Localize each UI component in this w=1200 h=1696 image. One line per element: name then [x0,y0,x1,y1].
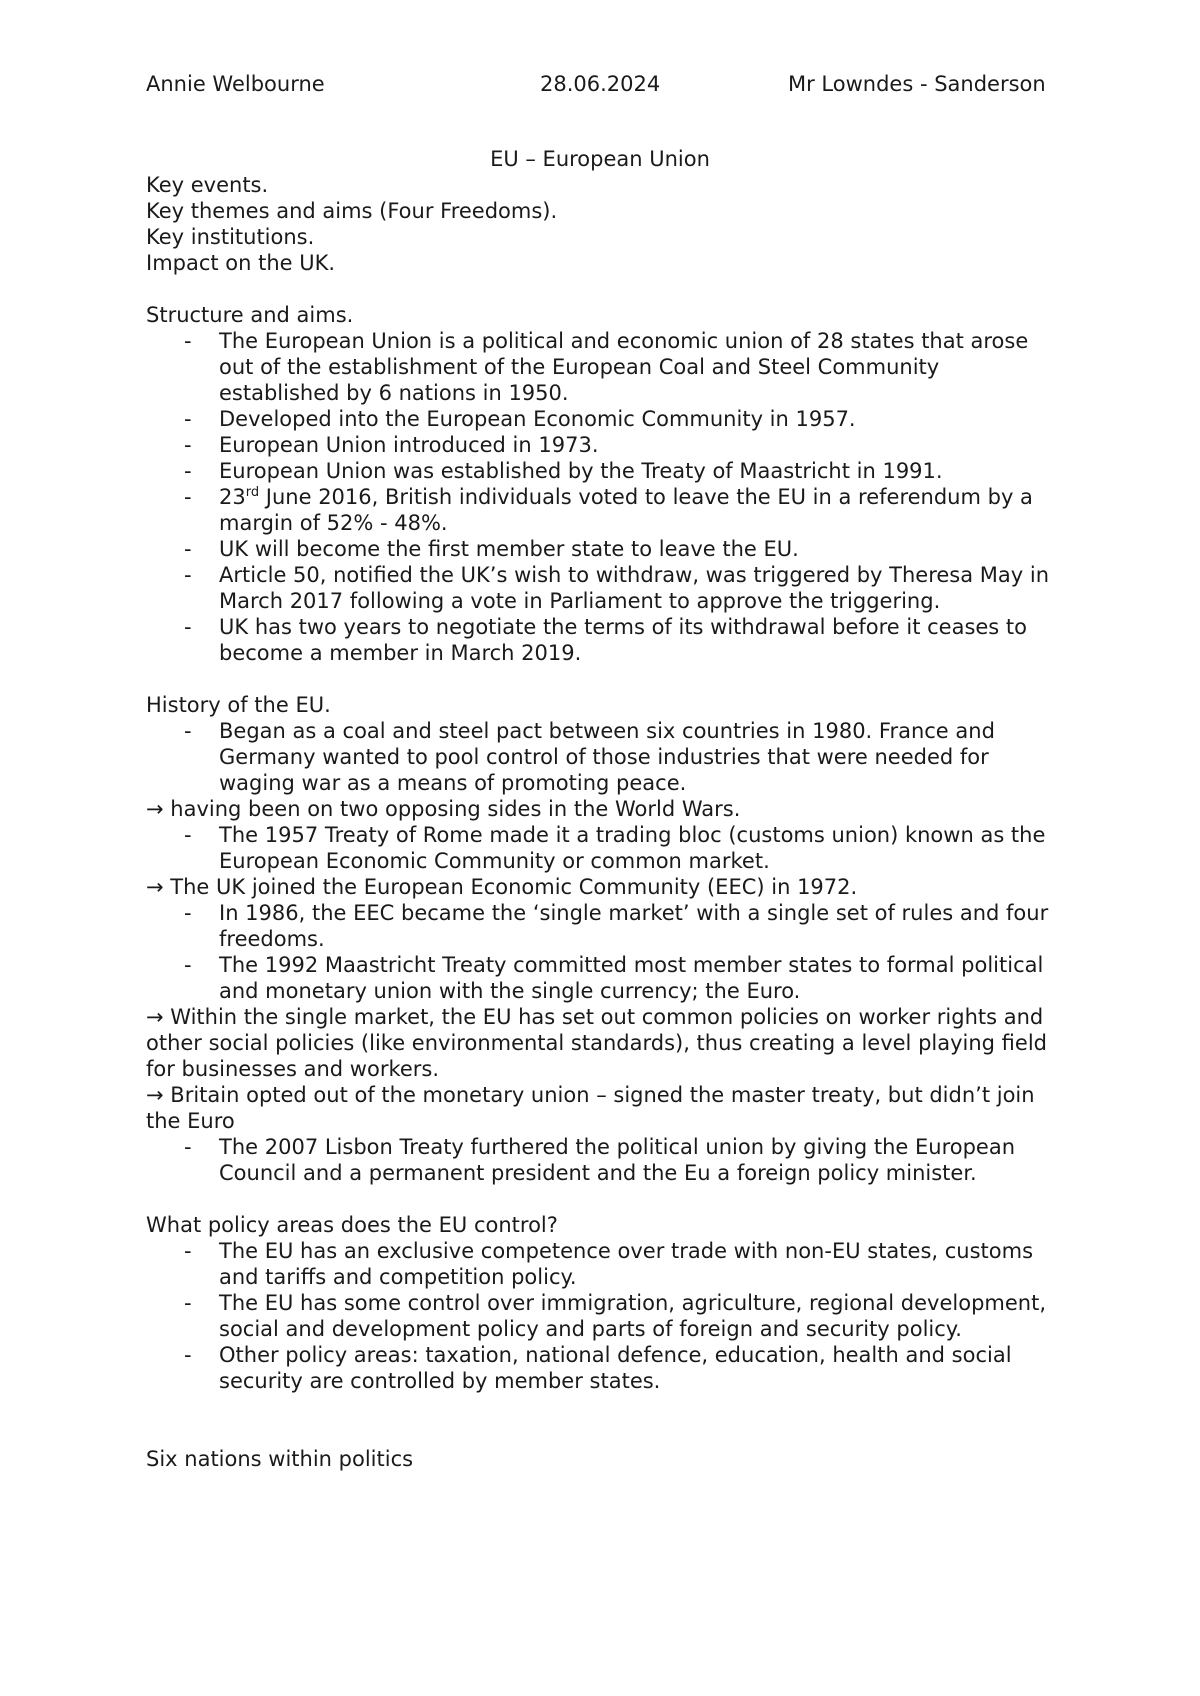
section-heading-history: History of the EU. [146,693,331,717]
overview-line: Key events. [146,173,269,197]
arrow-icon: → [146,875,164,899]
arrow-note: → Britain opted out of the monetary union – signed the master treaty, but didn’t join the Euro [146,1083,1035,1133]
arrow-note: → Within the single market, the EU has set out common policies on worker rights and other social policies (like environmental standards), thus creating a level playing field for businesses and workers. [146,1005,1047,1081]
dash-marker: - [184,459,192,483]
bullet-item: - The 2007 Lisbon Treaty furthered the political union by giving the European Council and a permanent president and the Eu a foreign policy minister. [184,1135,1016,1185]
arrow-note: → The UK joined the European Economic Community (EEC) in 1972. [146,875,858,899]
bullet-item: - The EU has some control over immigration, agriculture, regional development, social and development policy and parts of foreign and security policy. [184,1291,1046,1341]
teacher-name: Mr Lowndes - Sanderson [788,72,1046,96]
section-heading-structure: Structure and aims. [146,303,354,327]
dash-marker: - [184,719,192,743]
dash-marker: - [184,537,192,561]
dash-marker: - [184,485,192,509]
bullet-item: - Other policy areas: taxation, national defence, education, health and social security are controlled by member states. [184,1343,1012,1393]
bullet-item: - The EU has an exclusive competence over trade with non-EU states, customs and tariffs and competition policy. [184,1239,1034,1289]
bullet-item: - In 1986, the EEC became the ‘single market’ with a single set of rules and four freedoms. [184,901,1049,951]
bullet-item: - UK will become the first member state to leave the EU. [184,537,799,561]
bullet-item: - The 1992 Maastricht Treaty committed most member states to formal political and monetary union with the single currency; the Euro. [184,953,1044,1003]
dash-marker: - [184,329,192,353]
arrow-icon: → [146,1083,164,1107]
bullet-item: - Began as a coal and steel pact between six countries in 1980. France and Germany wanted to pool control of those industries that were needed for waging war as a means of promoting peace. [184,719,995,795]
bullet-item: - Developed into the European Economic Community in 1957. [184,407,856,431]
dash-marker: - [184,1239,192,1263]
document-body [146,172,1066,1472]
document-header [0,71,1200,97]
bullet-item: - Article 50, notified the UK’s wish to withdraw, was triggered by Theresa May in March 2017 following a vote in Parliament to approve the triggering. [184,563,1050,613]
author-name: Annie Welbourne [146,72,325,96]
dash-marker: - [184,1291,192,1315]
bullet-item: - UK has two years to negotiate the terms of its withdrawal before it ceases to become a member in March 2019. [184,615,1028,665]
overview-line: Impact on the UK. [146,251,336,275]
dash-marker: - [184,1135,192,1159]
dash-marker: - [184,901,192,925]
overview-line: Key themes and aims (Four Freedoms). [146,199,558,223]
dash-marker: - [184,615,192,639]
closing-heading: Six nations within politics [146,1447,414,1471]
dash-marker: - [184,433,192,457]
section-heading-policy: What policy areas does the EU control? [146,1213,558,1237]
bullet-item: - The European Union is a political and economic union of 28 states that arose out of the establishment of the European Coal and Steel Community established by 6 nations in 1950. [184,329,1029,405]
document-date: 28.06.2024 [540,72,661,96]
dash-marker: - [184,953,192,977]
document-title: EU – European Union [490,147,710,171]
dash-marker: - [184,823,192,847]
dash-marker: - [184,407,192,431]
bullet-item: - European Union introduced in 1973. [184,433,599,457]
bullet-item: - The 1957 Treaty of Rome made it a trading bloc (customs union) known as the European Economic Community or common market. [184,823,1046,873]
dash-marker: - [184,563,192,587]
arrow-note: → having been on two opposing sides in the World Wars. [146,797,741,821]
overview-line: Key institutions. [146,225,315,249]
dash-marker: - [184,1343,192,1367]
bullet-item: - 23rd June 2016, British individuals voted to leave the EU in a referendum by a margin of 52% - 48%. [184,485,1033,535]
arrow-icon: → [146,1005,164,1029]
arrow-icon: → [146,797,164,821]
bullet-item: - European Union was established by the Treaty of Maastricht in 1991. [184,459,943,483]
